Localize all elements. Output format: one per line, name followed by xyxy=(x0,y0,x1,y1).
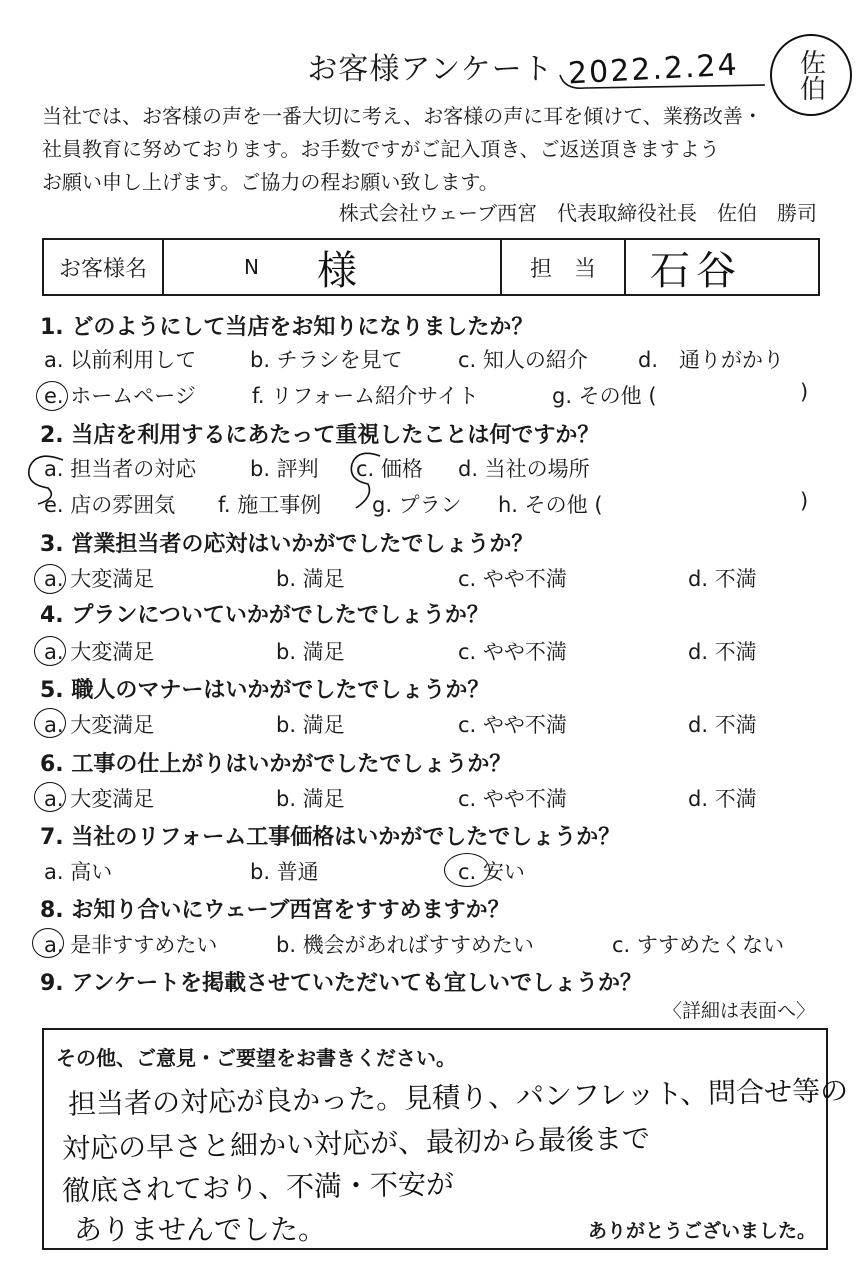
q3-option-d[interactable]: d. 不満 xyxy=(688,567,757,591)
q3-option-c[interactable]: c. やや不満 xyxy=(458,567,567,591)
stamp-text: 佐伯 xyxy=(795,49,826,101)
q1-option-a[interactable]: a. 以前利用して xyxy=(44,348,197,372)
q2-option-c[interactable]: c. 価格 xyxy=(356,457,423,481)
q5-selected-circle xyxy=(34,708,66,738)
question-7: 7. 当社のリフォーム工事価格はいかがでしたでしょうか？ xyxy=(40,825,621,850)
q1-option-e[interactable]: e. ホームページ xyxy=(44,384,196,408)
question-3: 3. 営業担当者の応対はいかがでしたでしょうか？ xyxy=(40,532,534,557)
q6-option-a[interactable]: a. 大変満足 xyxy=(44,787,155,811)
q2-selected-circle-c xyxy=(340,446,400,516)
q4-selected-circle xyxy=(34,636,66,666)
question-2: 2. 当店を利用するにあたって重視したことは何ですか？ xyxy=(40,423,600,448)
comment-line-1: 担当者の対応が良かった。見積り、パンフレット、問合せ等の xyxy=(67,1074,849,1121)
customer-name-cell[interactable] xyxy=(164,240,502,294)
q3-option-a[interactable]: a. 大変満足 xyxy=(44,567,155,591)
comment-line-4: ありませんでした。 xyxy=(74,1213,327,1246)
question-4: 4. プランについていかがでしたでしょうか？ xyxy=(40,603,489,628)
q6-option-d[interactable]: d. 不満 xyxy=(688,787,757,811)
comment-heading: その他、ご意見・ご要望をお書きください。 xyxy=(56,1046,456,1070)
thanks-text: ありがとうございました。 xyxy=(587,1220,816,1242)
q2-option-b[interactable]: b. 評判 xyxy=(250,457,319,481)
date-underline xyxy=(555,60,775,100)
q8-option-b[interactable]: b. 機会があればすすめたい xyxy=(276,933,534,957)
customer-name-suffix: 様 xyxy=(316,247,357,294)
q1-option-g[interactable]: g. その他 ( xyxy=(552,384,657,408)
q1-option-c[interactable]: c. 知人の紹介 xyxy=(458,348,588,372)
staff-name: 石谷 xyxy=(650,247,742,294)
intro-line-1: 当社では、お客様の声を一番大切に考え、お客様の声に耳を傾けて、業務改善・ xyxy=(42,104,763,128)
q4-option-c[interactable]: c. やや不満 xyxy=(458,640,567,664)
q7-option-a[interactable]: a. 高い xyxy=(44,860,113,884)
customer-name-initial: N xyxy=(244,255,259,279)
q1-option-d[interactable]: d. 通りがかり xyxy=(638,348,785,372)
q4-option-b[interactable]: b. 満足 xyxy=(276,640,345,664)
q5-option-a[interactable]: a. 大変満足 xyxy=(44,713,155,737)
staff-label: 担 当 xyxy=(502,240,626,294)
q6-selected-circle xyxy=(34,782,66,812)
q1-selected-circle xyxy=(36,381,68,411)
q2-option-h[interactable]: h. その他 ( xyxy=(498,493,603,517)
company-line: 株式会社ウェーブ西宮 代表取締役社長 佐伯 勝司 xyxy=(338,201,817,225)
q5-option-d[interactable]: d. 不満 xyxy=(688,713,757,737)
q1-option-f[interactable]: f. リフォーム紹介サイト xyxy=(252,384,479,408)
q4-option-d[interactable]: d. 不満 xyxy=(688,640,757,664)
q2-selected-circle-a xyxy=(18,448,78,508)
question-6: 6. 工事の仕上がりはいかがでしたでしょうか？ xyxy=(40,752,512,777)
customer-info-table xyxy=(42,238,820,296)
q3-selected-circle xyxy=(34,564,66,594)
q1-option-g-close: ) xyxy=(800,380,809,404)
customer-label: お客様名 xyxy=(44,240,164,294)
q2-option-f[interactable]: f. 施工事例 xyxy=(218,493,322,517)
intro-line-3: お願い申し上げます。ご協力の程お願い致します。 xyxy=(42,170,499,194)
q2-option-d[interactable]: d. 当社の場所 xyxy=(458,457,590,481)
question-1: 1. どのようにして当店をお知りになりましたか？ xyxy=(40,315,534,340)
q2-option-e[interactable]: e. 店の雰囲気 xyxy=(44,493,176,517)
comment-line-2: 対応の早さと細かい対応が、最初から最後まで xyxy=(61,1121,651,1166)
q2-option-h-close: ) xyxy=(800,489,809,513)
q8-option-a[interactable]: a. 是非すすめたい xyxy=(44,933,218,957)
q6-option-b[interactable]: b. 満足 xyxy=(276,787,345,811)
comment-box[interactable] xyxy=(42,1028,849,1250)
q7-option-b[interactable]: b. 普通 xyxy=(250,860,319,884)
q7-selected-circle xyxy=(444,853,490,887)
detail-note: 〈詳細は表面へ〉 xyxy=(662,1000,815,1022)
approval-stamp-icon xyxy=(770,34,852,116)
q2-option-a[interactable]: a. 担当者の対応 xyxy=(44,457,197,481)
q8-selected-circle xyxy=(32,928,64,958)
question-8: 8. お知り合いにウェーブ西宮をすすめますか？ xyxy=(40,898,510,923)
staff-name-cell[interactable] xyxy=(626,240,818,294)
question-5: 5. 職人のマナーはいかがでしたでしょうか？ xyxy=(40,678,490,703)
survey-title: お客様アンケート xyxy=(307,52,554,87)
q8-option-c[interactable]: c. すすめたくない xyxy=(612,933,785,957)
q5-option-c[interactable]: c. やや不満 xyxy=(458,713,567,737)
handwritten-date: 2022.2.24 xyxy=(567,47,740,92)
q3-option-b[interactable]: b. 満足 xyxy=(276,567,345,591)
q2-option-g[interactable]: g. プラン xyxy=(372,493,462,517)
q1-option-b[interactable]: b. チラシを見て xyxy=(250,348,403,372)
q6-option-c[interactable]: c. やや不満 xyxy=(458,787,567,811)
q5-option-b[interactable]: b. 満足 xyxy=(276,713,345,737)
q4-option-a[interactable]: a. 大変満足 xyxy=(44,640,155,664)
question-9: 9. アンケートを掲載させていただいても宜しいでしょうか？ xyxy=(40,971,643,996)
comment-line-3: 徹底されており、不満・不安が xyxy=(61,1167,455,1208)
intro-line-2: 社員教育に努めております。お手数ですがご記入頂き、ご返送頂きますよう xyxy=(42,137,720,161)
q7-option-c[interactable]: c. 安い xyxy=(458,860,525,884)
